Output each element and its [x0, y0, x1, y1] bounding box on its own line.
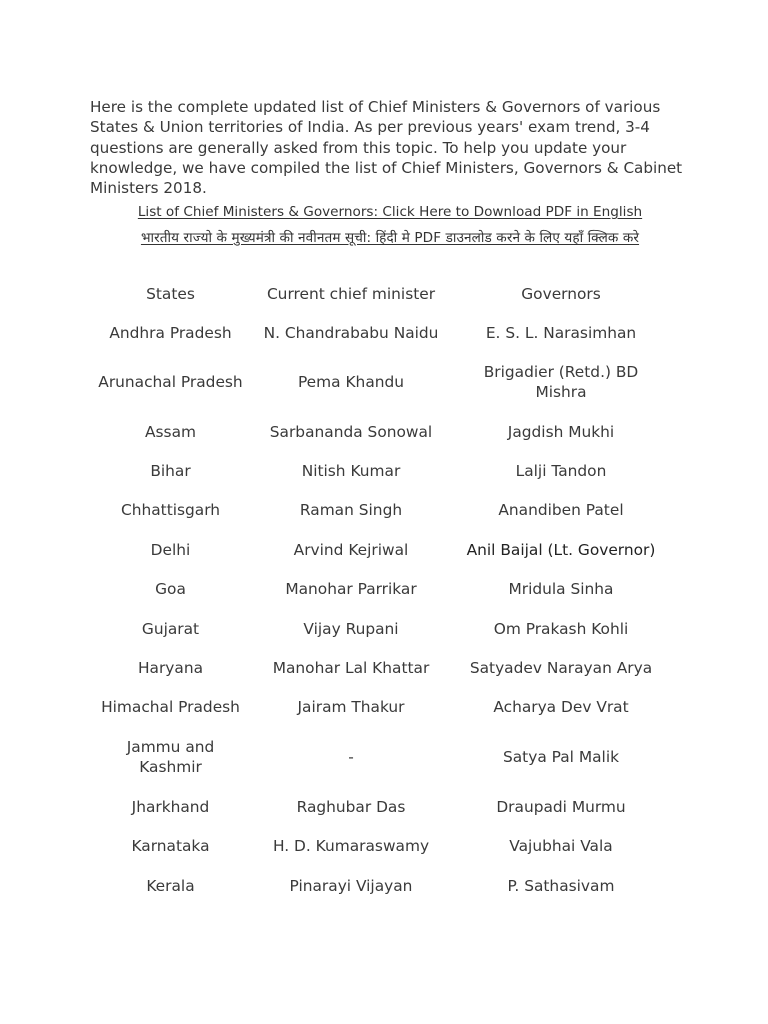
table-row [80, 609, 700, 648]
governor-cell: Brigadier (Retd.) BD Mishra [483, 363, 639, 401]
table-row [80, 570, 700, 609]
state-cell: Bihar [150, 462, 191, 481]
table-row [80, 530, 700, 569]
state-cell: Haryana [137, 659, 204, 678]
table-row [80, 412, 700, 451]
table-header-row [80, 274, 700, 313]
table-row [80, 352, 700, 412]
table-row [80, 727, 700, 787]
table-row [80, 787, 700, 826]
hindi-pdf-link[interactable]: भारतीय राज्यो के मुख्यमंत्री की नवीनतम सूची: हिंदी मे PDF डाउनलोड करने के लिए यहाँ क्लिक करे [140, 230, 640, 246]
chief-minister-cell: H. D. Kumaraswamy [272, 837, 430, 856]
chief-minister-cell: Arvind Kejriwal [293, 540, 409, 559]
chief-minister-cell: Manohar Lal Khattar [272, 659, 430, 678]
header-governors: Governors [521, 284, 601, 303]
state-cell: Karnataka [131, 837, 210, 856]
header-states: States [146, 284, 195, 303]
state-cell: Assam [145, 422, 196, 441]
table-row [80, 866, 700, 905]
governor-cell: Satya Pal Malik [502, 748, 620, 767]
governor-cell: Anil Baijal (Lt. Governor) [466, 540, 656, 559]
governor-cell: Lalji Tandon [515, 462, 607, 481]
chief-minister-cell: Jairam Thakur [297, 698, 405, 717]
state-cell: Kerala [146, 876, 195, 895]
governor-cell: E. S. L. Narasimhan [485, 323, 637, 342]
state-cell: Gujarat [141, 619, 200, 638]
table-row [80, 688, 700, 727]
table-row [80, 648, 700, 687]
english-pdf-link[interactable]: List of Chief Ministers & Governors: Click Here to Download PDF in English [137, 204, 643, 220]
table-row [80, 491, 700, 530]
state-cell: Andhra Pradesh [109, 323, 232, 342]
governor-cell: P. Sathasivam [507, 876, 615, 895]
chief-minister-cell: Vijay Rupani [303, 619, 399, 638]
chief-minister-cell: Manohar Parrikar [285, 580, 417, 599]
state-cell: Jharkhand [131, 797, 210, 816]
governor-cell: Vajubhai Vala [509, 837, 613, 856]
table-row [80, 451, 700, 490]
chief-minister-cell: Raghubar Das [296, 797, 406, 816]
chief-minister-cell: Sarbananda Sonowal [269, 422, 433, 441]
state-cell: Chhattisgarh [120, 501, 221, 520]
governor-cell: Draupadi Murmu [496, 797, 626, 816]
governor-cell: Mridula Sinha [508, 580, 614, 599]
table-row [80, 827, 700, 866]
governor-cell: Om Prakash Kohli [493, 619, 629, 638]
chief-minister-cell: - [348, 748, 354, 767]
state-cell: Arunachal Pradesh [98, 373, 243, 391]
governor-cell: Jagdish Mukhi [507, 422, 615, 441]
header-chief-minister: Current chief minister [266, 284, 436, 303]
state-cell: Jammu and Kashmir [126, 738, 215, 777]
chief-minister-cell: Pema Khandu [297, 373, 405, 391]
governor-cell: Anandiben Patel [498, 501, 624, 520]
state-cell: Himachal Pradesh [101, 698, 240, 717]
chief-minister-cell: Nitish Kumar [301, 462, 401, 481]
state-cell: Goa [155, 580, 186, 599]
intro-paragraph: Here is the complete updated list of Chief Ministers & Governors of various States & Union territories of India. As per previous years' exam trend, 3-4 questions are generally asked from this topic. To help you update your knowledge, we have compiled the list of Chief Ministers, Governors & Cabinet Ministers 2018. [90, 98, 683, 198]
chief-minister-cell: Pinarayi Vijayan [289, 876, 413, 895]
chief-minister-cell: Raman Singh [299, 501, 403, 520]
governor-cell: Acharya Dev Vrat [493, 698, 629, 717]
cm-governor-table [80, 274, 700, 905]
governor-cell: Satyadev Narayan Arya [469, 659, 653, 678]
table-row [80, 313, 700, 352]
state-cell: Delhi [150, 540, 191, 559]
chief-minister-cell: N. Chandrababu Naidu [263, 323, 439, 342]
